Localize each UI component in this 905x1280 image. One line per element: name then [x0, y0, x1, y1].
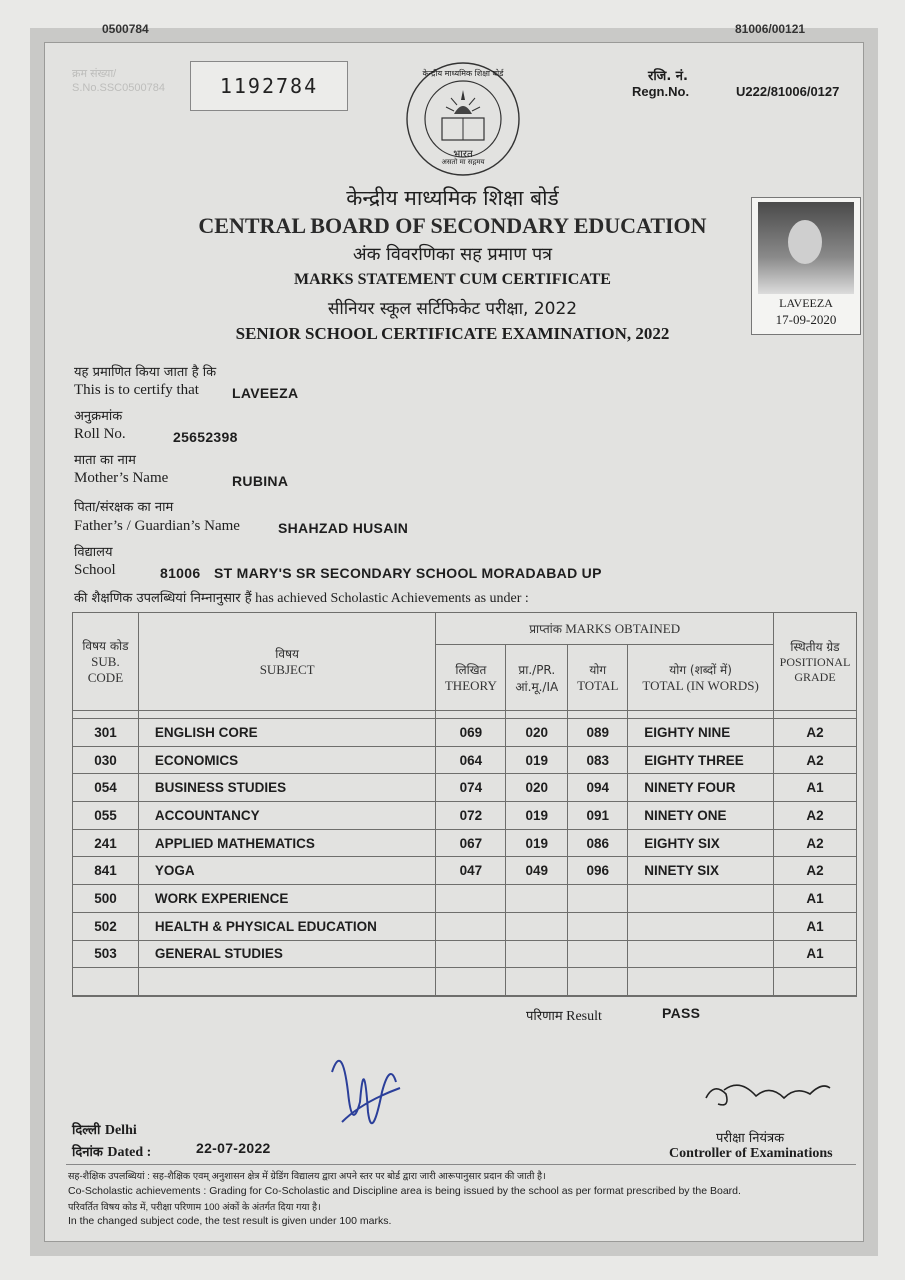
controller-signature-icon [700, 1068, 840, 1118]
place: Delhi [104, 1123, 137, 1138]
subject-name: GENERAL STUDIES [138, 940, 435, 968]
board-title: CENTRAL BOARD OF SECONDARY EDUCATION [198, 213, 707, 238]
school-label: School [74, 562, 116, 578]
total-in-words [628, 885, 774, 913]
exam-title-hindi: सीनियर स्कूल सर्टिफिकेट परीक्षा, 2022 [327, 299, 578, 319]
footer-divider [66, 1164, 856, 1165]
theory-marks: 047 [436, 857, 506, 885]
dated-label-hindi: दिनांक [72, 1145, 103, 1160]
emblem-bottom-text: भारत [453, 149, 473, 160]
theory-marks [436, 885, 506, 913]
table-row [73, 912, 857, 940]
subject-name: APPLIED MATHEMATICS [138, 829, 435, 857]
serial-number-box: 1192784 [190, 61, 348, 111]
theory-marks [436, 912, 506, 940]
total-marks: 086 [568, 829, 628, 857]
subject-code: 503 [73, 940, 139, 968]
achievement-label-hindi: की शैक्षणिक उपलब्धियां निम्नानुसार हैं [74, 591, 252, 606]
note-2-hindi: परिवर्तित विषय कोड में, परीक्षा परिणाम 100 अंकों के अंतर्गत दिया गया है। [68, 1202, 321, 1213]
positional-grade: A2 [773, 829, 856, 857]
subject-code: 054 [73, 774, 139, 802]
total-marks [568, 885, 628, 913]
faint-serial-number: S.No.SSC0500784 [72, 82, 165, 94]
school-name: ST MARY'S SR SECONDARY SCHOOL MORADABAD UP [214, 565, 602, 581]
regn-number: U222/81006/0127 [736, 84, 840, 99]
controller-label: Controller of Examinations [669, 1146, 833, 1161]
theory-marks: 072 [436, 802, 506, 830]
principal-signature-icon [312, 1032, 412, 1152]
issue-date: 22-07-2022 [196, 1140, 271, 1156]
total-in-words: EIGHTY NINE [628, 719, 774, 747]
exam-title: SENIOR SCHOOL CERTIFICATE EXAMINATION, 2022 [235, 324, 670, 343]
theory-marks [436, 940, 506, 968]
positional-grade: A1 [773, 885, 856, 913]
total-in-words: EIGHTY SIX [628, 829, 774, 857]
result-value: PASS [662, 1005, 701, 1021]
table-row [73, 885, 857, 913]
total-marks: 089 [568, 719, 628, 747]
roll-label-hindi: अनुक्रमांक [74, 409, 123, 424]
total-marks: 091 [568, 802, 628, 830]
candidate-photo [751, 197, 861, 335]
document-title-hindi: अंक विवरणिका सह प्रमाण पत्र [352, 244, 553, 265]
ia-marks [506, 885, 568, 913]
header-total-words: योग (शब्दों में) TOTAL (IN WORDS) [628, 645, 774, 711]
regn-label-hindi: रजि. नं. [648, 69, 688, 84]
result-label: Result [566, 1009, 602, 1024]
total-marks: 096 [568, 857, 628, 885]
note-1: Co-Scholastic achievements : Grading for Co-Scholastic and Discipline area is being issued by the school as per format prescribed by the Board. [68, 1185, 741, 1197]
marks-rows [73, 711, 857, 997]
father-label: Father’s / Guardian’s Name [74, 518, 240, 534]
candidate-name: LAVEEZA [232, 385, 299, 401]
total-in-words: EIGHTY THREE [628, 746, 774, 774]
total-marks: 083 [568, 746, 628, 774]
certify-label: This is to certify that [74, 382, 199, 398]
photo-name: LAVEEZA [779, 296, 833, 310]
total-marks [568, 940, 628, 968]
total-in-words [628, 940, 774, 968]
theory-marks: 064 [436, 746, 506, 774]
table-row [73, 802, 857, 830]
table-row [73, 857, 857, 885]
certify-label-hindi: यह प्रमाणित किया जाता है कि [74, 365, 217, 380]
school-code: 81006 [160, 565, 201, 581]
mother-label: Mother’s Name [74, 470, 169, 486]
mother-name: RUBINA [232, 473, 289, 489]
total-in-words [628, 912, 774, 940]
regn-label: Regn.No. [632, 84, 690, 99]
header-theory: लिखित THEORY [436, 645, 506, 711]
total-in-words: NINETY SIX [628, 857, 774, 885]
theory-marks: 074 [436, 774, 506, 802]
school-label-hindi: विद्यालय [74, 545, 113, 560]
emblem-motto: असतो मा सद्गमय [441, 158, 485, 166]
total-marks: 094 [568, 774, 628, 802]
table-row [73, 719, 857, 747]
note-2: In the changed subject code, the test result is given under 100 marks. [68, 1215, 392, 1227]
father-label-hindi: पिता/संरक्षक का नाम [74, 500, 174, 515]
header-marks-obtained: प्राप्तांक MARKS OBTAINED [436, 613, 774, 645]
subject-name: YOGA [138, 857, 435, 885]
header-ia: प्रा./PR. आं.मू./IA [506, 645, 568, 711]
result-line [526, 1006, 602, 1025]
positional-grade: A1 [773, 912, 856, 940]
subject-name: WORK EXPERIENCE [138, 885, 435, 913]
positional-grade: A1 [773, 774, 856, 802]
ia-marks: 019 [506, 746, 568, 774]
subject-name: ECONOMICS [138, 746, 435, 774]
subject-name: HEALTH & PHYSICAL EDUCATION [138, 912, 435, 940]
positional-grade: A2 [773, 746, 856, 774]
controller-label-hindi: परीक्षा नियंत्रक [716, 1131, 785, 1146]
place-line [72, 1120, 137, 1139]
document-number-left: 0500784 [102, 22, 149, 36]
total-marks [568, 912, 628, 940]
header-total: योग TOTAL [568, 645, 628, 711]
table-row [73, 829, 857, 857]
emblem-top-text: केन्द्रीय माध्यमिक शिक्षा बोर्ड [422, 69, 504, 78]
mother-label-hindi: माता का नाम [74, 453, 136, 468]
dated-label: Dated : [107, 1145, 152, 1160]
document-number-right: 81006/00121 [735, 22, 806, 36]
header-grade: स्थितीय ग्रेड POSITIONAL GRADE [773, 613, 856, 711]
dated-line [72, 1142, 151, 1161]
total-in-words: NINETY ONE [628, 802, 774, 830]
ia-marks: 020 [506, 774, 568, 802]
photo-date: 17-09-2020 [775, 312, 837, 327]
theory-marks: 069 [436, 719, 506, 747]
table-row [73, 940, 857, 968]
place-hindi: दिल्ली [72, 1123, 101, 1138]
document-title: MARKS STATEMENT CUM CERTIFICATE [294, 271, 611, 288]
ia-marks [506, 940, 568, 968]
total-in-words: NINETY FOUR [628, 774, 774, 802]
subject-code: 841 [73, 857, 139, 885]
result-label-hindi: परिणाम [526, 1009, 563, 1024]
subject-code: 500 [73, 885, 139, 913]
photo-image [758, 202, 854, 294]
subject-code: 301 [73, 719, 139, 747]
ia-marks: 049 [506, 857, 568, 885]
subject-code: 030 [73, 746, 139, 774]
subject-name: ACCOUNTANCY [138, 802, 435, 830]
subject-code: 502 [73, 912, 139, 940]
table-row [73, 746, 857, 774]
roll-number: 25652398 [173, 429, 238, 445]
achievement-label: has achieved Scholastic Achievements as under : [255, 591, 529, 606]
father-name: SHAHZAD HUSAIN [278, 520, 409, 536]
positional-grade: A2 [773, 802, 856, 830]
subject-name: ENGLISH CORE [138, 719, 435, 747]
subject-code: 241 [73, 829, 139, 857]
roll-label: Roll No. [74, 426, 126, 442]
positional-grade: A1 [773, 940, 856, 968]
theory-marks: 067 [436, 829, 506, 857]
note-1-hindi: सह-शैक्षिक उपलब्धियां : सह-शैक्षिक एवम् अनुशासन क्षेत्र में ग्रेडिंग विद्यालय द्वारा अपने स्तर पर बोर्ड द्वारा जारी आरूपानुसार प्रदान की जाती है। [68, 1171, 546, 1182]
positional-grade: A2 [773, 719, 856, 747]
board-title-hindi: केन्द्रीय माध्यमिक शिक्षा बोर्ड [346, 186, 559, 210]
ia-marks: 019 [506, 829, 568, 857]
ia-marks: 019 [506, 802, 568, 830]
faint-serial-label: क्रम संख्या/ [72, 68, 117, 80]
header-subject: विषय SUBJECT [138, 613, 435, 711]
subject-name: BUSINESS STUDIES [138, 774, 435, 802]
header-code: विषय कोड SUB. CODE [73, 613, 139, 711]
positional-grade: A2 [773, 857, 856, 885]
subject-code: 055 [73, 802, 139, 830]
achievement-line [74, 588, 529, 607]
ia-marks: 020 [506, 719, 568, 747]
marks-table [72, 612, 857, 997]
table-row [73, 774, 857, 802]
ia-marks [506, 912, 568, 940]
